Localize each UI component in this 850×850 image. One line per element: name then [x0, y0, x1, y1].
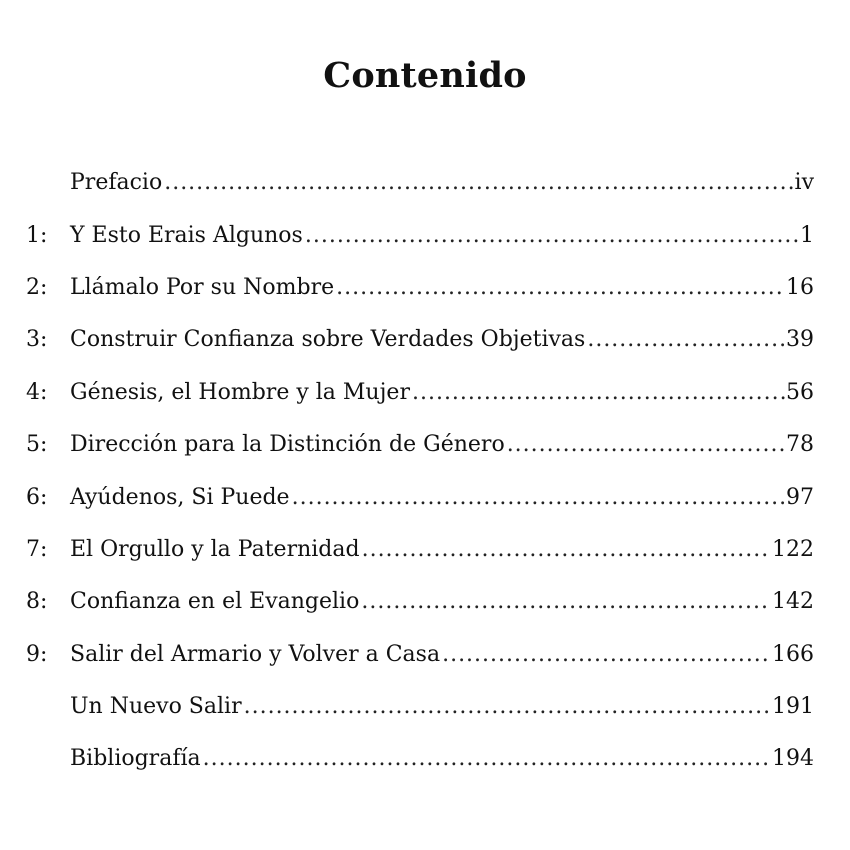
dot-leader: [587, 320, 785, 360]
toc-row-chapter-6: [0, 471, 850, 523]
chapter-title: Dirección para la Distinción de Género: [70, 432, 505, 458]
chapter-number: 8:: [26, 589, 48, 615]
chapter-title: Génesis, el Hombre y la Mujer: [70, 379, 410, 405]
page-number: 16: [786, 274, 814, 300]
dot-leader: [412, 373, 785, 413]
dot-leader: [292, 478, 785, 518]
toc-entry: [70, 739, 814, 779]
chapter-title: El Orgullo y la Paternidad: [70, 536, 360, 562]
chapter-title: Construir Confianza sobre Verdades Objetivas: [70, 327, 586, 353]
chapter-number: 1:: [26, 222, 48, 248]
chapter-number: 6:: [26, 484, 48, 510]
page-title: Contenido: [323, 55, 527, 96]
dot-leader: [442, 635, 771, 675]
toc-row-chapter-8: [0, 576, 850, 628]
toc-row-chapter-4: [0, 367, 850, 419]
chapter-number: 3:: [26, 327, 48, 353]
toc-entry: [70, 216, 814, 256]
toc-entry: [70, 582, 814, 622]
page-number: 194: [772, 746, 814, 772]
chapter-number: 5:: [26, 432, 48, 458]
page-number: 142: [772, 589, 814, 615]
toc-row-chapter-5: [0, 419, 850, 471]
toc-row-chapter-1: [0, 209, 850, 261]
toc-row-chapter-9: [0, 629, 850, 681]
toc-entry: [70, 687, 814, 727]
chapter-title: Llámalo Por su Nombre: [70, 274, 335, 300]
toc-entry: [70, 268, 814, 308]
page-number: 191: [772, 694, 814, 720]
toc-entry: [70, 478, 814, 518]
toc-row-chapter-3: [0, 314, 850, 366]
toc-entry: [70, 530, 814, 570]
dot-leader: [244, 687, 771, 727]
dot-leader: [336, 268, 785, 308]
toc-entry: [70, 635, 814, 675]
chapter-title: Prefacio: [70, 170, 163, 196]
chapter-number: 9:: [26, 641, 48, 667]
page-number: 78: [786, 432, 814, 458]
chapter-title: Ayúdenos, Si Puede: [70, 484, 290, 510]
dot-leader: [362, 530, 771, 570]
toc-row-prefacio: [0, 157, 850, 209]
chapter-number: 4:: [26, 379, 48, 405]
page-number: 97: [786, 484, 814, 510]
page-number: 1: [800, 222, 814, 248]
toc-row-bibliografia: [0, 733, 850, 785]
chapter-number: 2:: [26, 274, 48, 300]
dot-leader: [164, 163, 793, 203]
chapter-title: Un Nuevo Salir: [70, 694, 242, 720]
toc-entry: [70, 163, 814, 203]
dot-leader: [361, 582, 771, 622]
dot-leader: [507, 425, 785, 465]
page-number: 166: [772, 641, 814, 667]
dot-leader: [203, 739, 771, 779]
toc-entry: [70, 425, 814, 465]
toc-entry: [70, 320, 814, 360]
page-number: 56: [786, 379, 814, 405]
toc-row-un-nuevo-salir: [0, 681, 850, 733]
chapter-title: Y Esto Erais Algunos: [70, 222, 303, 248]
page-number: 122: [772, 536, 814, 562]
toc-entry: [70, 373, 814, 413]
chapter-title: Salir del Armario y Volver a Casa: [70, 641, 441, 667]
page-number: 39: [786, 327, 814, 353]
table-of-contents: [0, 157, 850, 786]
toc-row-chapter-7: [0, 524, 850, 576]
chapter-number: 7:: [26, 536, 48, 562]
chapter-title: Bibliografía: [70, 746, 201, 772]
page-number: iv: [794, 170, 814, 196]
chapter-title: Confianza en el Evangelio: [70, 589, 360, 615]
toc-row-chapter-2: [0, 262, 850, 314]
dot-leader: [305, 216, 799, 256]
